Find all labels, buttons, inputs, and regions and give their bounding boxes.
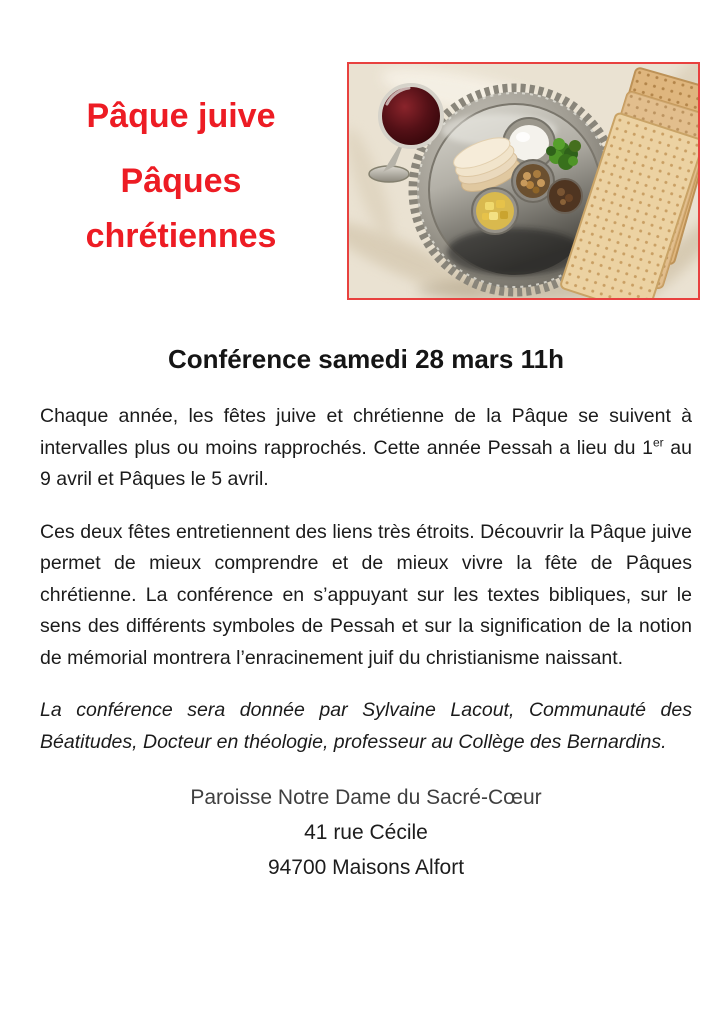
title-line-1: Pâque juive <box>86 97 276 135</box>
paragraph-intro-text-b: au 9 avril et Pâques le 5 avril. <box>40 436 692 490</box>
paragraph-intro-text-a: Chaque année, les fêtes juive et chrétienne de la Pâque se suivent à intervalles plus ou moins rapprochés. Cette année Pessah a lieu du 1 <box>40 405 692 459</box>
address-line-parish: Paroisse Notre Dame du Sacré-Cœur <box>190 786 542 809</box>
title-block <box>36 92 326 264</box>
address-line-street: 41 rue Cécile <box>304 821 428 844</box>
apple-bowl <box>472 188 518 234</box>
paragraph-speaker: La conférence sera donnée par Sylvaine Lacout, Communauté des Béatitudes, Docteur en théologie, professeur au Collège des Bernardins. <box>40 699 692 753</box>
ordinal-superscript: er <box>652 435 664 449</box>
title-line-2: Pâques chrétiennes <box>85 162 277 255</box>
paragraph-intro <box>40 401 692 496</box>
seder-plate-illustration <box>349 64 698 298</box>
charoset-bowl <box>548 179 582 213</box>
main-content <box>40 344 692 885</box>
address-line-city: 94700 Maisons Alfort <box>267 856 465 879</box>
seder-plate-photo <box>347 62 700 300</box>
conference-heading: Conférence samedi 28 mars 11h <box>168 344 564 374</box>
paragraph-details: Ces deux fêtes entretiennent des liens très étroits. Découvrir la Pâque juive permet de mieux comprendre et de mieux vivre la fête de Pâques chrétienne. La conférence en s’appuyant sur les textes bibliques, sur le sens des différents symboles de Pessah et sur la signification de la notion de mémorial montrera l’enracinement juif du christianisme naissant. <box>40 520 692 669</box>
footer-address <box>40 780 692 885</box>
